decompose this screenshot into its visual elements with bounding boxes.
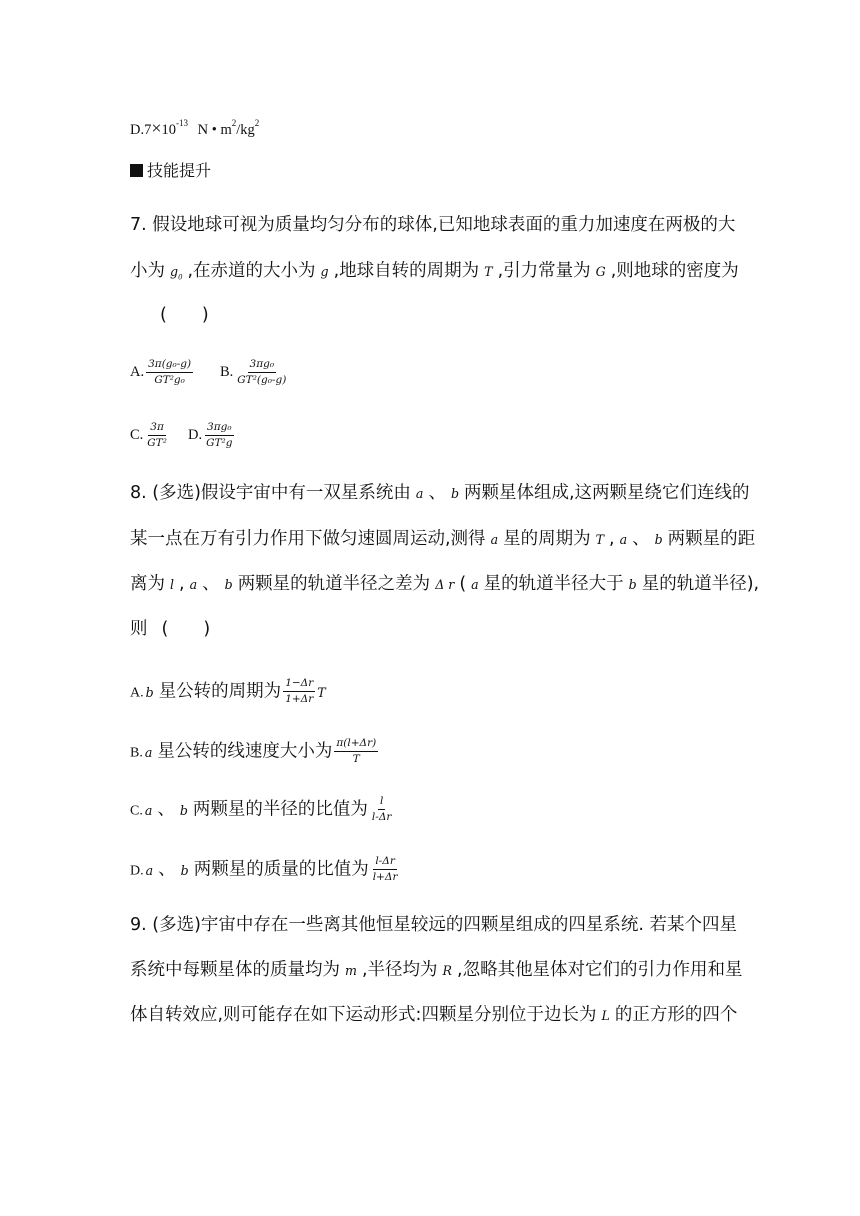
q7-option-a[interactable]: A. $\frac{\text{3π(g₀-g)}}{\text{GT²g₀}}$ — [130, 358, 192, 386]
q7-option-b[interactable]: B. $\frac{\text{3πg₀}}{\text{GT²(g₀-g)}}$ — [220, 358, 287, 386]
q8-option-a-fraction: $\frac{1-\Delta r}{1+\Delta r}$ — [285, 677, 314, 705]
q9-line-3: 体自转效应,则可能存在如下运动形式:四颗星分别位于边长为 L 的正方形的四个 — [130, 1005, 738, 1025]
q8-option-c[interactable]: C. a 、 b 两颗星的半径的比值为 $\frac{l}{l-\Delta r}$ — [130, 795, 392, 823]
q8-answer-blank[interactable]: ( ) — [161, 619, 211, 639]
q8-option-d-fraction: $\frac{l-\Delta r}{l+\Delta r}$ — [372, 855, 398, 883]
q7-option-d[interactable]: D. $\frac{\text{3πg₀}}{\text{GT²g}}$ — [188, 421, 233, 449]
section-heading — [130, 160, 211, 182]
q8-line-4: 则 ( ) — [130, 619, 211, 639]
q8-line-3: 离为 l , a 、 b 两颗星的轨道半径之差为 Δ r ( a 星的轨道半径大于 b 星的轨道半径), — [130, 574, 760, 594]
q7-option-a-fraction: $\frac{\text{3π(g₀-g)}}{\text{GT²g₀}}$ — [148, 358, 192, 386]
q7-option-c[interactable]: C. $\frac{3\pi}{\text{GT²}}$ — [130, 421, 167, 449]
square-bullet-icon — [130, 164, 143, 177]
q8-option-c-fraction: $\frac{l}{l-\Delta r}$ — [371, 795, 392, 823]
q8-option-b-fraction: $\frac{\pi(l+\Delta r)}{T}$ — [336, 737, 377, 765]
q7-line-1: 7. 假设地球可视为质量均匀分布的球体,已知地球表面的重力加速度在两极的大 — [130, 215, 736, 235]
q7-option-c-fraction: $\frac{3\pi}{\text{GT²}}$ — [147, 421, 167, 449]
q7-answer-blank[interactable]: ( ) — [160, 305, 209, 325]
q9-line-2: 系统中每颗星体的质量均为 m ,半径均为 R ,忽略其他星体对它们的引力作用和星 — [130, 960, 743, 980]
q7-line-2: 小为 $g_0$ ,在赤道的大小为 g ,地球自转的周期为 T ,引力常量为 G ,则地球的密度为 — [130, 261, 739, 282]
q8-option-b[interactable]: B. a 星公转的线速度大小为 $\frac{\pi(l+\Delta r)}{T}$ — [130, 737, 377, 765]
q7-option-b-fraction: $\frac{\text{3πg₀}}{\text{GT²(g₀-g)}}$ — [237, 358, 287, 386]
q8-option-d[interactable]: D. a 、 b 两颗星的质量的比值为 $\frac{l-\Delta r}{l+\Delta r}$ — [130, 855, 398, 883]
q6-option-d[interactable]: $D.7\times 10^{-13}$ N • $m^2/kg^2$ — [130, 118, 260, 138]
section-title: 技能提升 — [147, 161, 212, 180]
q8-line-2: 某一点在万有引力作用下做匀速圆周运动,测得 a 星的周期为 T , a 、 b 两颗星的距 — [130, 529, 756, 549]
q9-line-1: 9. (多选)宇宙中存在一些离其他恒星较远的四颗星组成的四星系统. 若某个四星 — [130, 915, 738, 935]
q8-option-a[interactable]: A. b 星公转的周期为 $\frac{1-\Delta r}{1+\Delta r}$ T — [130, 677, 326, 705]
q7-option-d-fraction: $\frac{\text{3πg₀}}{\text{GT²g}}$ — [206, 421, 233, 449]
q8-line-1: 8. (多选)假设宇宙中有一双星系统由 a 、 b 两颗星体组成,这两颗星绕它们连线的 — [130, 483, 750, 503]
